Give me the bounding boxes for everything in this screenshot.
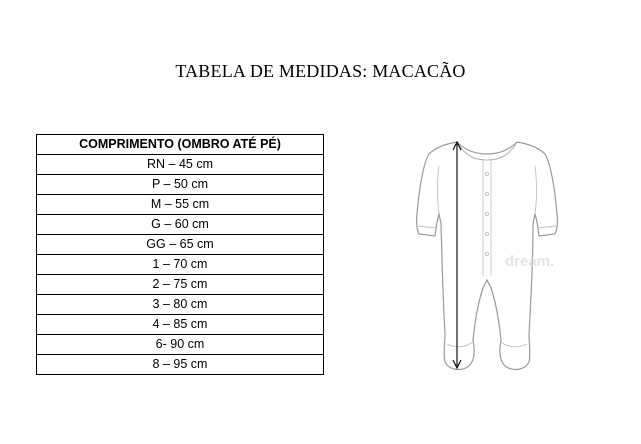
column-header: COMPRIMENTO (OMBRO ATÉ PÉ)	[37, 135, 324, 155]
table-row	[37, 355, 324, 375]
table-cell: RN – 45 cm	[37, 155, 324, 175]
size-table	[36, 134, 324, 375]
table-row	[37, 315, 324, 335]
table-row	[37, 275, 324, 295]
table-cell: 2 – 75 cm	[37, 275, 324, 295]
table-row	[37, 175, 324, 195]
left-sleeve-seam	[438, 166, 440, 214]
onesie-illustration	[405, 130, 590, 380]
table-row	[37, 235, 324, 255]
button-dot	[485, 212, 488, 215]
table-cell: M – 55 cm	[37, 195, 324, 215]
table-row	[37, 255, 324, 275]
table-cell: P – 50 cm	[37, 175, 324, 195]
collar-line	[457, 142, 517, 160]
button-placket	[483, 160, 491, 276]
table-row	[37, 335, 324, 355]
table-cell: 8 – 95 cm	[37, 355, 324, 375]
table-row	[37, 195, 324, 215]
page-title: TABELA DE MEDIDAS: MACACÃO	[175, 61, 466, 81]
right-cuff-line	[538, 226, 556, 228]
table-row	[37, 215, 324, 235]
button-dot	[485, 172, 488, 175]
right-foot-cuff	[501, 342, 527, 347]
table-cell: GG – 65 cm	[37, 235, 324, 255]
table-cell: 1 – 70 cm	[37, 255, 324, 275]
table-header-row	[37, 135, 324, 155]
watermark-text: dream.	[505, 253, 555, 270]
left-foot-cuff	[447, 342, 473, 347]
table-row	[37, 295, 324, 315]
table-cell: G – 60 cm	[37, 215, 324, 235]
button-dot	[485, 192, 488, 195]
table-cell: 3 – 80 cm	[37, 295, 324, 315]
right-sleeve-seam	[535, 166, 537, 214]
button-dot	[485, 252, 488, 255]
onesie-drawing	[405, 130, 590, 380]
left-cuff-line	[418, 226, 436, 228]
table-cell: 4 – 85 cm	[37, 315, 324, 335]
table-row	[37, 155, 324, 175]
table-cell: 6- 90 cm	[37, 335, 324, 355]
button-dot	[485, 232, 488, 235]
